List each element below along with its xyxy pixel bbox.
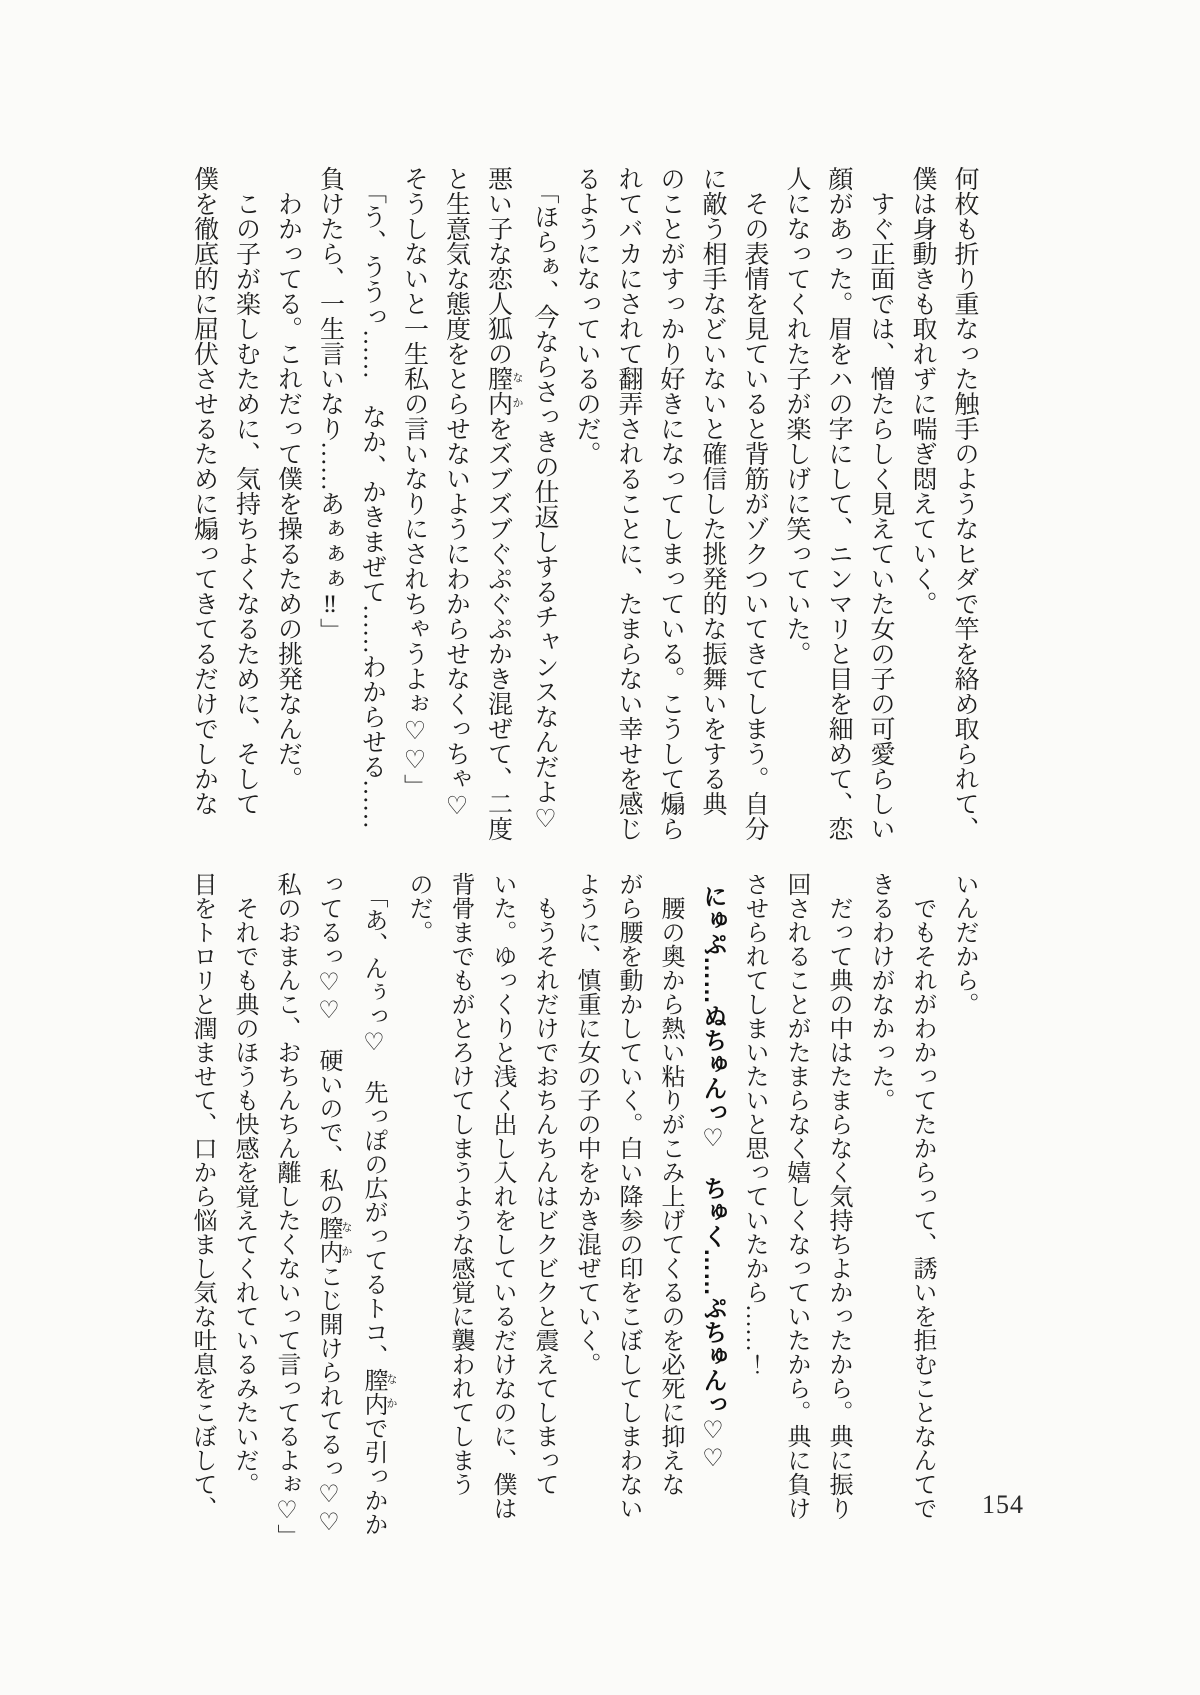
text-column: もうそれだけでおちんちんはビクビクと震えてしまって — [531, 896, 557, 1496]
text-column: 目をトロリと潤ませて、口から悩まし気な吐息をこぼして、 — [189, 872, 215, 1520]
text-column: 回されることがたまらなく嬉しくなっていたから。典に負け — [783, 872, 809, 1520]
text-block-bottom — [181, 872, 985, 1560]
text-column: 腰の奥から熱い粘りがこみ上げてくるのを必死に抑えな — [657, 896, 683, 1496]
text-column: 僕は身動きも取れずに喘ぎ悶えていく。 — [909, 166, 936, 616]
text-column: 僕を徹底的に屈伏させるために煽ってきてるだけでしかな — [190, 166, 218, 816]
text-column: だって典の中はたまらなく気持ちよかったから。典に振り — [825, 896, 851, 1520]
text-column: 悪い子な恋人狐の膣内 なかをズブズブぐぷぐぷかき混ぜて、二度 — [484, 166, 523, 841]
text-column: に敵う相手などいないと確信した挑発的な振舞いをする典 — [699, 166, 726, 816]
page-number: 154 — [982, 1490, 1024, 1519]
text-column: 私のおまんこ、おちんちん離したくないって言ってるよぉ♡」 — [273, 872, 299, 1548]
text-column: させられてしまいたいと思っていたから……！ — [741, 872, 767, 1376]
text-column: そうしないと一生私の言いなりにされちゃうよぉ♡♡」 — [400, 166, 428, 799]
text-column: れてバカにされて翻弄されることに、たまらない幸せを感じ — [615, 166, 642, 841]
text-column: 「う、ううっ…… なか、かきまぜて……わからせる…… — [358, 178, 386, 829]
text-column: のことがすっかり好きになってしまっている。こうして煽ら — [657, 166, 684, 841]
text-column: ってるっ♡♡ 硬いので、私の膣内 なかこじ開けられてるっ♡♡ — [315, 872, 352, 1536]
text-column: がら腰を動かしていく。白い降参の印をこぼしてしまわない — [615, 872, 641, 1520]
text-column: 負けたら、一生言いなり……あぁぁぁ‼」 — [316, 166, 344, 643]
text-column: 「ほらぁ、今ならさっきの仕返しするチャンスなんだよ♡ — [531, 178, 558, 833]
text-column: きるわけがなかった。 — [867, 872, 893, 1112]
text-column: それでも典のほうも快感を覚えてくれているみたいだ。 — [231, 896, 257, 1496]
text-column: いた。ゆっくりと浅く出し入れをしているだけなのに、僕は — [489, 872, 515, 1520]
text-column: でもそれがわかってたからって、誘いを拒むことなんてで — [909, 896, 935, 1520]
text-column: 顔があった。眉をハの字にして、ニンマリと目を細めて、恋 — [825, 166, 852, 841]
text-column: すぐ正面では、憎たらしく見えていた女の子の可愛らしい — [867, 191, 894, 841]
text-column: 「あ、んぅっ♡ 先っぽの広がってるトコ、膣内 なかで引っかか — [360, 884, 397, 1536]
text-column: その表情を見ていると背筋がゾクついてきてしまう。自分 — [741, 191, 768, 841]
text-column: にゅぷ……ぬちゅんっ♡ ちゅく……ぷちゅんっ♡♡ — [699, 884, 726, 1472]
text-column: 何枚も折り重なった触手のようなヒダで竿を絡め取られて、 — [951, 166, 978, 841]
text-column: いんだから。 — [951, 872, 977, 1016]
text-column: この子が楽しむために、気持ちよくなるために、そして — [232, 191, 260, 816]
text-block-top — [183, 166, 986, 854]
text-column: のだ。 — [405, 872, 431, 944]
text-column: 背骨までもがとろけてしまうような感覚に襲われてしまう — [447, 872, 473, 1496]
text-column: るようになっているのだ。 — [573, 166, 600, 466]
text-column: わかってる。これだって僕を操るための挑発なんだ。 — [274, 191, 302, 791]
text-column: 人になってくれた子が楽しげに笑っていた。 — [783, 166, 810, 666]
text-column: と生意気な態度をとらせないようにわからせなくっちゃ♡ — [442, 166, 470, 820]
text-column: ように、慎重に女の子の中をかき混ぜていく。 — [573, 872, 599, 1376]
